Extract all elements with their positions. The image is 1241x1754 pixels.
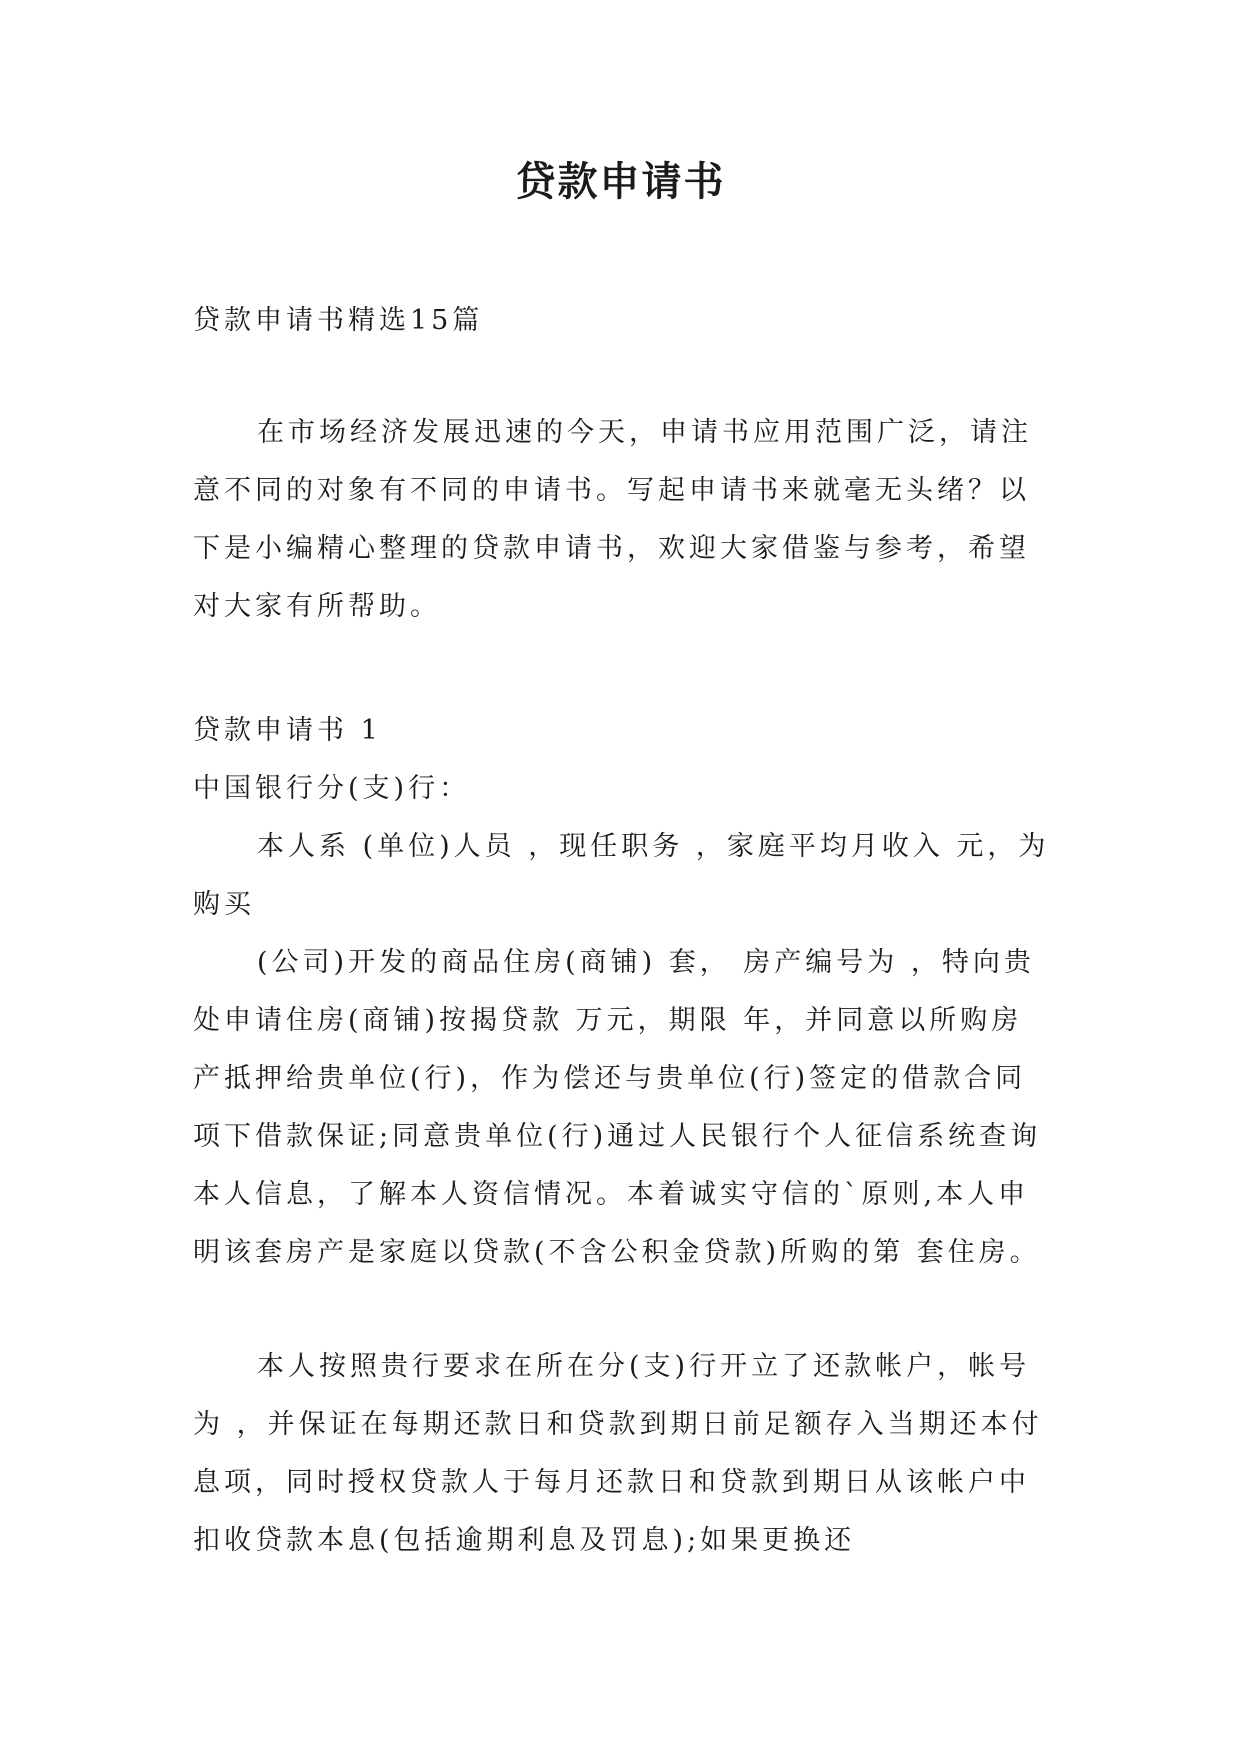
document-subtitle: 贷款申请书精选15篇: [193, 305, 484, 336]
intro-paragraph: 在市场经济发展迅速的今天，申请书应用范围广泛，请注意不同的对象有不同的申请书。写起申请书来就毫无头绪？以下是小编精心整理的贷款申请书，欢迎大家借鉴与参考，希望对大家有所帮助。: [193, 417, 1032, 622]
body-paragraph: 本人按照贵行要求在所在分(支)行开立了还款帐户，帐号为 ，并保证在每期还款日和贷款到期日前足额存入当期还本付息项，同时授权贷款人于每月还款日和贷款到期日从该帐户中扣收贷款本息(包括逾期利息及罚息);如果更换还: [193, 1351, 1043, 1556]
salutation-line: 中国银行分(支)行：: [193, 773, 471, 804]
body-paragraph: (公司)开发的商品住房(商铺) 套， 房产编号为 ，特向贵处申请住房(商铺)按揭贷款 万元，期限 年，并同意以所购房产抵押给贵单位(行)，作为偿还与贵单位(行)签定的借款合同项下借款保证;同意贵单位(行)通过人民银行个人征信系统查询本人信息，了解本人资信情况。本着诚实守信的`原则,本人申明该套房产是家庭以贷款(不含公积金贷款)所购的第 套住房。: [193, 947, 1042, 1268]
document-title: 贷款申请书: [515, 159, 726, 205]
body-paragraph: 本人系 (单位)人员 ，现任职务 ，家庭平均月收入 元，为购买: [193, 831, 1050, 920]
section-heading: 贷款申请书 1: [193, 715, 382, 746]
